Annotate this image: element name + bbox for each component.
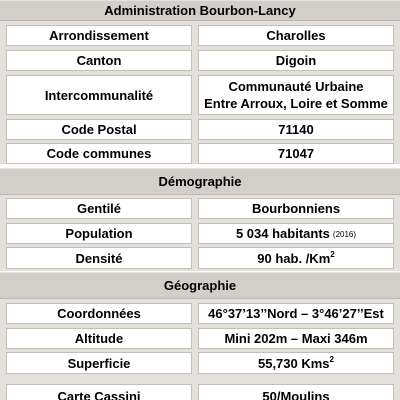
- value-population: [198, 223, 394, 244]
- section-header-demographie: [0, 168, 400, 195]
- row-densite: [6, 247, 394, 269]
- value-gentile: Bourbonniens: [198, 198, 394, 219]
- label-intercommunalite: Intercommunalité: [6, 75, 192, 115]
- value-intercommunalite-line2: Entre Arroux, Loire et Somme: [204, 96, 388, 111]
- row-altitude: [6, 328, 394, 349]
- label-superficie: Superficie: [6, 352, 192, 374]
- row-superficie: [6, 352, 394, 374]
- section-title-demographie: Démographie: [158, 174, 242, 189]
- label-population: Population: [6, 223, 192, 244]
- value-altitude: Mini 202m – Maxi 346m: [198, 328, 394, 349]
- label-canton: Canton: [6, 50, 192, 71]
- row-population: [6, 223, 394, 244]
- section-header-geographie: [0, 272, 400, 299]
- row-coordonnees: [6, 303, 394, 324]
- label-arrondissement: Arrondissement: [6, 25, 192, 46]
- value-code-postal: 71140: [198, 119, 394, 140]
- value-coordonnees: 46°37’13’’Nord – 3°46’27’’Est: [198, 303, 394, 324]
- value-densite-text: 90 hab. /Km: [257, 250, 331, 266]
- label-coordonnees: Coordonnées: [6, 303, 192, 324]
- label-code-communes: Code communes: [6, 143, 192, 164]
- row-carte-cassini: [6, 384, 394, 400]
- section-header-administration: [0, 0, 400, 21]
- label-altitude: Altitude: [6, 328, 192, 349]
- value-superficie-text: 55,730 Kms: [257, 355, 330, 371]
- section-title-administration: Administration Bourbon-Lancy: [104, 3, 296, 18]
- value-population-text: 5 034 habitants: [235, 226, 330, 241]
- value-canton: Digoin: [198, 50, 394, 71]
- value-intercommunalite: [198, 75, 394, 115]
- value-code-communes: 71047: [198, 143, 394, 164]
- label-carte-cassini: Carte Cassini: [6, 384, 192, 400]
- value-superficie: 55,730 Kms $^2$: [198, 352, 394, 374]
- row-arrondissement: [6, 25, 394, 46]
- row-code-postal: [6, 119, 394, 140]
- value-carte-cassini: 50/Moulins: [198, 384, 394, 400]
- value-arrondissement: Charolles: [198, 25, 394, 46]
- row-intercommunalite: [6, 75, 394, 115]
- section-title-geographie: Géographie: [163, 278, 237, 293]
- label-densite: Densité: [6, 247, 192, 269]
- label-code-postal: Code Postal: [6, 119, 192, 140]
- row-gentile: [6, 198, 394, 219]
- row-canton: [6, 50, 394, 71]
- value-densite: 90 hab. /Km $^2$: [198, 247, 394, 269]
- value-population-year: (2016): [332, 230, 357, 239]
- value-intercommunalite-line1: Communauté Urbaine: [228, 79, 364, 94]
- label-gentile: Gentilé: [6, 198, 192, 219]
- row-code-communes: [6, 143, 394, 164]
